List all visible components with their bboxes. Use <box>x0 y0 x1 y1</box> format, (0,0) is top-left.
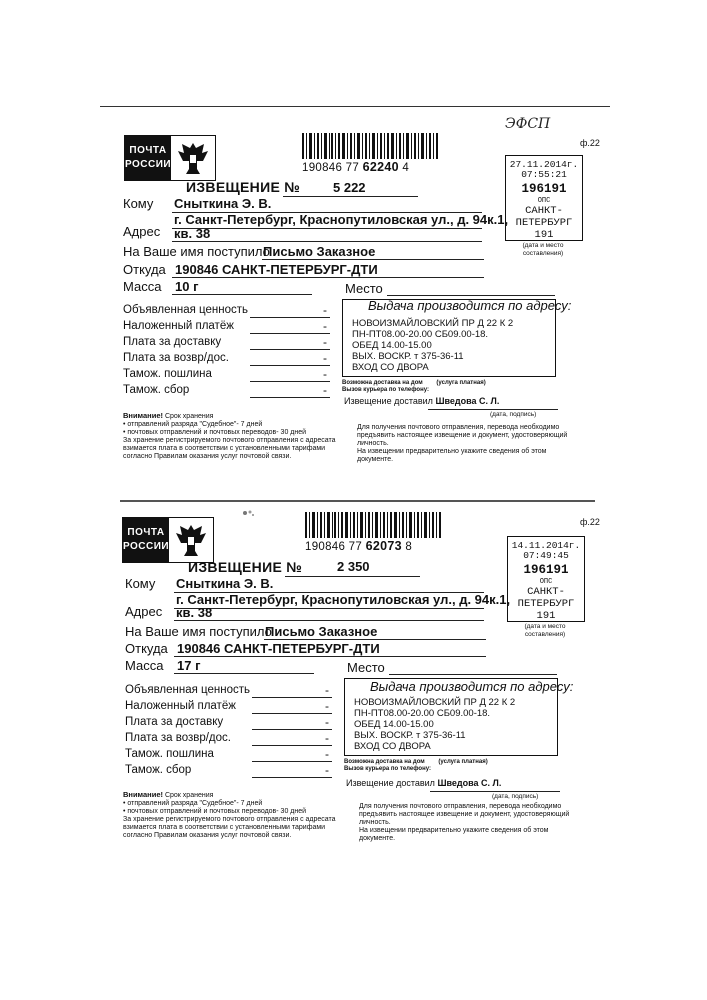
date-sign-caption: (дата, подпись) <box>492 793 539 800</box>
from-label: Откуда <box>125 641 168 656</box>
from-value: 190846 САНКТ-ПЕТЕРБУРГ-ДТИ <box>175 262 378 277</box>
home-delivery-note: Возможна доставка на дом (услуга платная) <box>344 759 488 765</box>
stamp-date: 27.11.2014г. <box>509 159 579 170</box>
delivered-by: Извещение доставил Шведова С. Л. <box>344 396 500 406</box>
issue-address-lines: НОВОИЗМАЙЛОВСКИЙ ПР Д 22 К 2 ПН-ПТ08.00-20.00 СБ09.00-18. ОБЕД 14.00-15.00 ВЫХ. ВОСКР. т 375-36-11 ВХОД СО ДВОРА <box>354 697 516 752</box>
weight-value: 17 г <box>177 658 201 673</box>
field-customs-fee: Тамож. сбор <box>125 764 192 776</box>
stamp-branch: 191 <box>534 229 554 241</box>
courier-call-note: Вызов курьера по телефону: <box>344 766 431 772</box>
receive-info: Для получения почтового отправления, перевода необходимо предъявить настоящее извещение и документ, удостоверяющий личность. На извещении предварительно укажите сведения об этом документе. <box>359 803 570 842</box>
stamp-time: 07:49:45 <box>523 550 569 561</box>
issue-address-lines: НОВОИЗМАЙЛОВСКИЙ ПР Д 22 К 2 ПН-ПТ08.00-20.00 СБ09.00-18. ОБЕД 14.00-15.00 ВЫХ. ВОСКР. т 375-36-11 ВХОД СО ДВОРА <box>352 318 514 373</box>
address-line-1: г. Санкт-Петербург, Краснопутиловская ул., д. 94к.1, <box>176 592 511 607</box>
courier-call-note: Вызов курьера по телефону: <box>342 387 429 393</box>
field-return-fee: Плата за возвр/дос. <box>125 732 231 744</box>
stamp-branch: 191 <box>536 610 556 622</box>
address-label: Адрес <box>125 604 163 619</box>
notice-number: 2 350 <box>337 559 370 574</box>
tracking-check: 4 <box>402 162 410 174</box>
address-line-1: г. Санкт-Петербург, Краснопутиловская ул., д. 94к.1, <box>174 212 509 227</box>
to-label: Кому <box>123 196 154 211</box>
stamp-city-1: САНКТ- <box>525 205 563 217</box>
from-value: 190846 САНКТ-ПЕТЕРБУРГ-ДТИ <box>177 641 380 656</box>
logo-line-1: ПОЧТА <box>129 145 167 156</box>
issue-address-heading: Выдача производится по адресу: <box>370 679 574 694</box>
stamp-time: 07:55:21 <box>521 169 567 180</box>
item-type: Письмо Заказное <box>265 624 378 639</box>
stamp-caption: (дата и место составления) <box>524 623 566 638</box>
from-label: Откуда <box>123 262 166 277</box>
place-label: Место <box>347 660 385 675</box>
address-label: Адрес <box>123 224 161 239</box>
handwritten-note: ЭФСП <box>505 116 551 132</box>
stamp-index: 196191 <box>521 182 567 196</box>
field-return-fee: Плата за возвр/дос. <box>123 352 229 364</box>
field-customs-duty: Тамож. пошлина <box>123 368 212 380</box>
logo-line-1: ПОЧТА <box>127 527 165 538</box>
storage-info-1: Внимание! Срок хранения • отправлений разряда "Судебное"- 7 дней • почтовых отправлений и почтовых переводов- 30 дней За хранение регистрируемого почтового отправления с адресата взимается плата в соответствии с установленными тарифами согласно Правилам оказания услуг почтовой связи. <box>123 411 336 460</box>
field-declared-value: Объявленная ценность <box>123 304 248 316</box>
weight-label: Масса <box>123 279 162 294</box>
tracking-check: 8 <box>405 541 413 553</box>
logo-line-2: РОССИИ <box>124 159 172 170</box>
field-customs-duty: Тамож. пошлина <box>125 748 214 760</box>
home-delivery-note: Возможна доставка на дом (услуга платная) <box>342 380 486 386</box>
russian-post-logo <box>122 517 214 563</box>
receive-info-1: Для получения почтового отправления, перевода необходимо предъявить настоящее извещение и документ, удостоверяющий личность. На извещении предварительно укажите сведения об этом документе. <box>357 424 568 463</box>
stamp-caption: (дата и место составления) <box>522 242 564 257</box>
tear-line <box>120 500 595 502</box>
weight-label: Масса <box>125 658 164 673</box>
stamp-ops: ОПС <box>539 578 553 586</box>
recipient-name: Сныткина Э. В. <box>174 196 272 211</box>
stamp-date: 14.11.2014г. <box>511 540 581 551</box>
to-label: Кому <box>125 576 156 591</box>
tracking-prefix: 190846 77 <box>302 162 360 174</box>
received-label: На Ваше имя поступило <box>123 244 270 259</box>
received-label: На Ваше имя поступило <box>125 624 272 639</box>
field-customs-fee: Тамож. сбор <box>123 384 190 396</box>
stamp-city-2: ПЕТЕРБУРГ <box>515 217 573 229</box>
delivered-by: Извещение доставил Шведова С. Л. <box>346 778 502 788</box>
field-cod: Наложенный платёж <box>125 700 236 712</box>
tracking-bold: 62240 <box>362 160 399 174</box>
form-code: ф.22 <box>580 138 600 148</box>
notice-2: ф.22 ПОЧТА РОССИИ 190846 77 62073 8 14.11.2014г. 07:49:45 196191 ОПС САНКТ- ПЕТЕРБУРГ 191 (дата и место составления) ИЗВЕЩЕНИЕ № 2 350 Кому Сныткина Э. В. г. Санкт-Петербург, Краснопутиловская ул., д. 94к.1, Адрес кв. 38 На Ваше имя поступило Письмо Заказное Откуда 190846 САНКТ-ПЕТЕРБУРГ-ДТИ Масса 17 г Место Объявленная ценность - Наложенный платёж - Плата за доставку - Плата за возвр/дос. - Тамож. пошлина - Тамож. сбор - Выдача производится по адресу: НОВОИЗМАЙЛОВСКИЙ ПР Д 22 К 2 ПН-ПТ08.00-20.00 СБ09.00-18. ОБЕД 14.00-15.00 ВЫХ. ВОСКР. т 375-36-11 ВХОД СО ДВОРА Возможна доставка на дом (услуга платная) Вызов курьера по телефону: Извещение доставил Шведова С. Л. (дата, подпись) Внимание! Срок хранения • отправлений разряда "Судебное"- 7 дней • почтовых отправлений и почтовых переводов- 30 дней За хранение регистрируемого почтового отправления с адресата взимается плата в соответствии с установленными тарифами согласно Правилам оказания услуг почтовой связи. Для получения почтового отправления, перевода необходимо предъявить настоящее извещение и документ, удостоверяющий личность. На извещении предварительно укажите сведения об этом документе. <box>0 0 707 400</box>
field-delivery-fee: Плата за доставку <box>125 716 224 728</box>
field-cod: Наложенный платёж <box>123 320 234 332</box>
postmark-stamp <box>507 536 585 622</box>
item-type: Письмо Заказное <box>263 244 376 259</box>
logo-line-2: РОССИИ <box>122 541 170 552</box>
place-label: Место <box>345 281 383 296</box>
stamp-city-2: ПЕТЕРБУРГ <box>517 598 575 610</box>
form-code: ф.22 <box>580 517 600 527</box>
tracking-prefix: 190846 77 <box>305 541 363 553</box>
scan-speck <box>240 508 258 518</box>
recipient-name: Сныткина Э. В. <box>176 576 274 591</box>
stamp-city-1: САНКТ- <box>527 586 565 598</box>
tracking-bold: 62073 <box>365 539 402 553</box>
field-declared-value: Объявленная ценность <box>125 684 250 696</box>
notice-number: 5 222 <box>333 180 366 195</box>
eagle-emblem-icon <box>169 518 213 562</box>
storage-info: Внимание! Срок хранения • отправлений разряда "Судебное"- 7 дней • почтовых отправлений и почтовых переводов- 30 дней За хранение регистрируемого почтового отправления с адресата взимается плата в соответствии с установленными тарифами согласно Правилам оказания услуг почтовой связи. <box>123 790 336 839</box>
tracking-barcode <box>305 512 441 538</box>
notice-1: ЭФСП ф.22 ПОЧТА РОССИИ 190846 77 62240 4 27.11.2014г. 07:55:21 196191 ОПС САНКТ- ПЕТЕРБУРГ 191 (дата и место составления) ИЗВЕЩЕНИЕ № 5 222 Кому Сныткина Э. В. г. Санкт-Петербург, Краснопутиловская ул., д. 94к.1, Адрес кв. 38 На Ваше имя поступило Письмо Заказное Откуда 190846 САНКТ-ПЕТЕРБУРГ-ДТИ Масса 10 г Место Объявленная ценность - Наложенный платёж - Плата за доставку - Плата за возвр/дос. - Тамож. пошлина - Тамож. сбор - Выдача производится по адресу: НОВОИЗМАЙЛОВСКИЙ ПР Д 22 К 2 ПН-ПТ08.00-20.00 СБ09.00-18. ОБЕД 14.00-15.00 ВЫХ. ВОСКР. т 375-36-11 ВХОД СО ДВОРА Возможна доставка на дом (услуга платная) Вызов курьера по телефону: Извещение доставил Шведова С. Л. <box>0 0 707 400</box>
weight-value: 10 г <box>175 279 199 294</box>
stamp-ops: ОПС <box>537 197 551 205</box>
stamp-index: 196191 <box>523 563 569 577</box>
field-delivery-fee: Плата за доставку <box>123 336 222 348</box>
address-line-2: кв. 38 <box>176 605 213 620</box>
date-sign-caption-1: (дата, подпись) <box>490 411 537 418</box>
issue-address-heading: Выдача производится по адресу: <box>368 298 572 313</box>
notice-title: ИЗВЕЩЕНИЕ № <box>186 179 301 195</box>
tracking-number <box>305 539 412 553</box>
address-line-2: кв. 38 <box>174 226 211 241</box>
notice-title: ИЗВЕЩЕНИЕ № <box>188 559 303 575</box>
